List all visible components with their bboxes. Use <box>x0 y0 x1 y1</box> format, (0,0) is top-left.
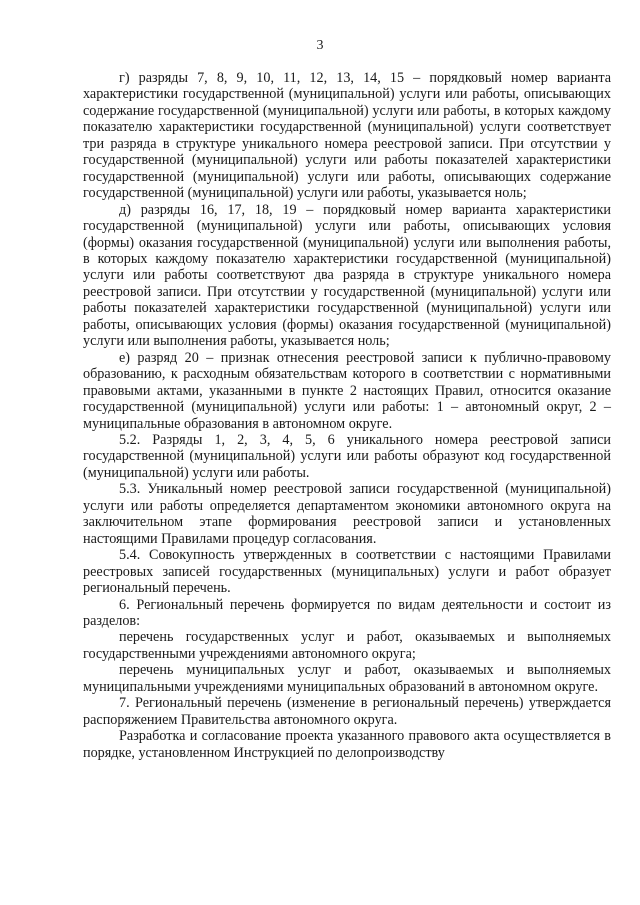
paragraph-5-4: 5.4. Совокупность утвержденных в соответствии с настоящими Правилами реестровых записей государственных (муниципальных) услуги и работ образует региональный перечень. <box>83 547 611 597</box>
paragraph-6-list-state: перечень государственных услуг и работ, оказываемых и выполняемых государственными учреждениями автономного округа; <box>83 629 611 662</box>
paragraph-6: 6. Региональный перечень формируется по видам деятельности и состоит из разделов: <box>83 596 611 629</box>
paragraph-7-continuation: Разработка и согласование проекта указанного правового акта осуществляется в порядке, установленном Инструкцией по делопроизводству <box>83 728 611 761</box>
paragraph-5-2: 5.2. Разряды 1, 2, 3, 4, 5, 6 уникального номера реестровой записи государственной (муниципальной) услуги или работы образуют код государственной (муниципальной) услуги или работы. <box>83 431 611 481</box>
paragraph-7: 7. Региональный перечень (изменение в региональный перечень) утверждается распоряжением Правительства автономного округа. <box>83 695 611 728</box>
paragraph-d: д) разряды 16, 17, 18, 19 – порядковый номер варианта характеристики государственной (муниципальной) услуги или работы, описывающих условия (формы) оказания государственной (муниципальной) услуги или выполнения работы, в которых каждому показателю характеристики государственной (муниципальной) услуги или работы соответствуют два разряда в структуре уникального номера реестровой записи. При отсутствии у государственной (муниципальной) услуги или работы показателей характеристики государственной (муниципальной) услуги или работы, описывающих условия (формы) оказания государственной (муниципальной) услуги или выполнения работы, указывается ноль; <box>83 201 611 350</box>
paragraph-6-list-municipal: перечень муниципальных услуг и работ, оказываемых и выполняемых муниципальными учреждениями муниципальных образований в автономном округе. <box>83 662 611 695</box>
page-number: 3 <box>316 38 324 53</box>
paragraph-g: г) разряды 7, 8, 9, 10, 11, 12, 13, 14, 15 – порядковый номер варианта характеристики государственной (муниципальной) услуги или работы, описывающих содержание государственной (муниципальной) услуги или работы, в которых каждому показателю характеристики государственной (муниципальной) услуги соответствует три разряда в структуре уникального номера реестровой записи. При отсутствии у государственной (муниципальной) услуги или работы показателей характеристики государственной (муниципальной) услуги или работы, описывающих содержание государственной (муниципальной) услуги или работы, указывается ноль; <box>83 70 611 202</box>
paragraph-5-3: 5.3. Уникальный номер реестровой записи государственной (муниципальной) услуги или работы определяется департаментом экономики автономного округа на заключительном этапе формирования реестровой записи и установленных настоящими Правилами процедур согласования. <box>83 481 611 547</box>
document-body <box>83 70 611 761</box>
paragraph-e: е) разряд 20 – признак отнесения реестровой записи к публично-правовому образованию, к расходным обязательствам которого в соответствии с нормативными правовыми актами, указанными в пункте 2 настоящих Правил, относится оказание государственной (муниципальной) услуги или работы: 1 – автономный округ, 2 – муниципальные образования в автономном округе. <box>83 349 611 432</box>
